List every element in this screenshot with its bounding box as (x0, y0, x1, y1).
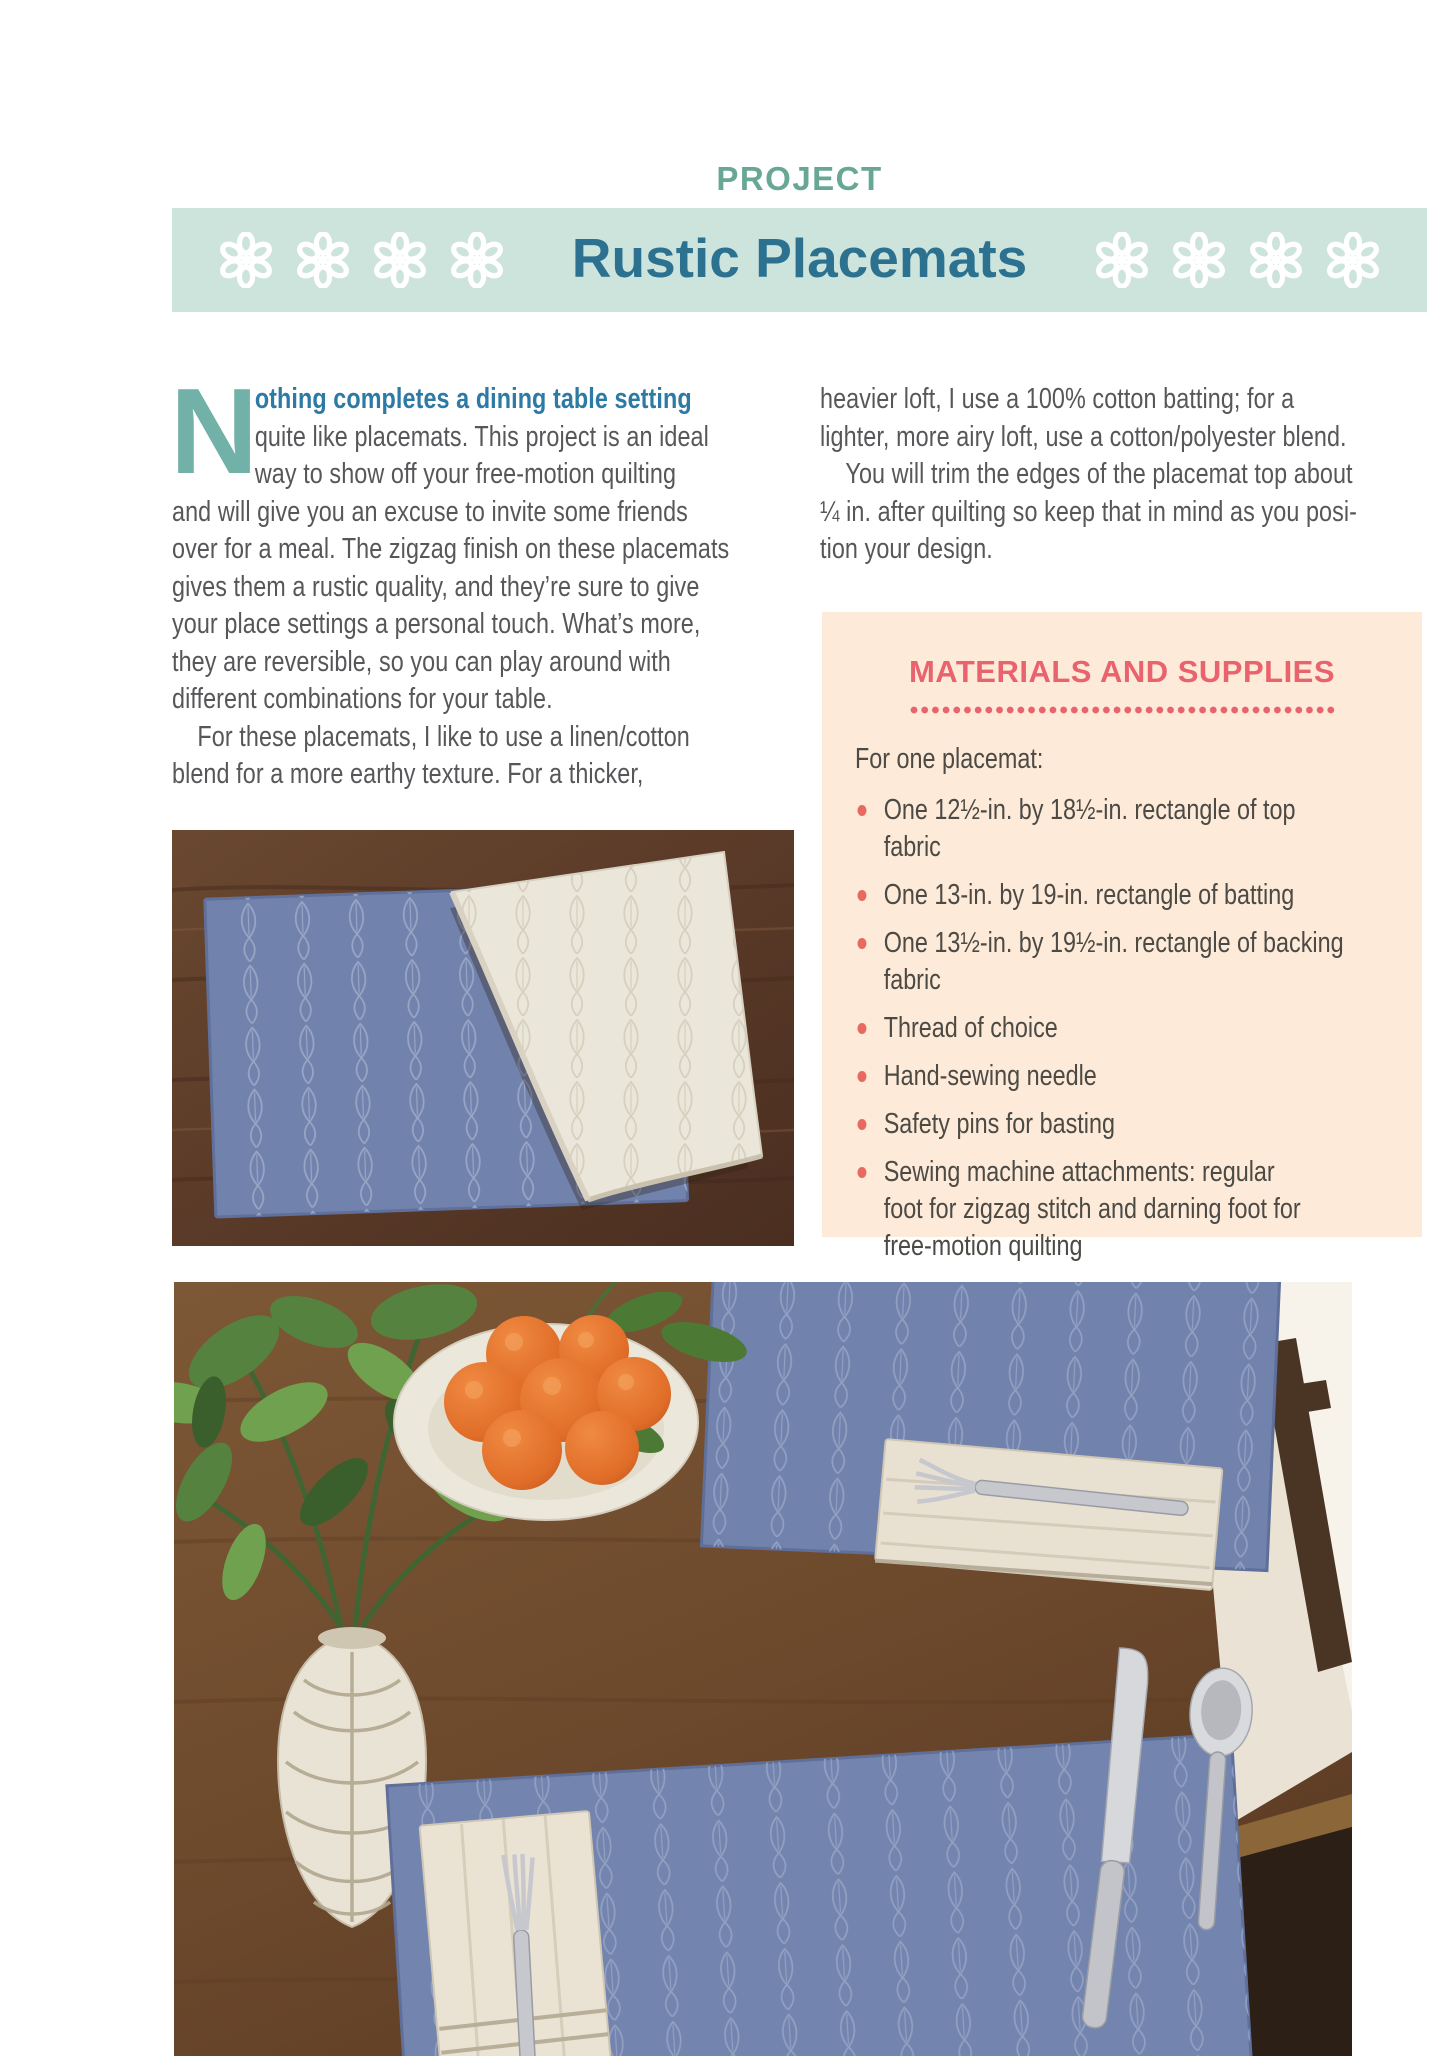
bullet-icon (857, 1071, 866, 1082)
continuation-column (820, 383, 1422, 571)
daisy-icon (295, 232, 351, 288)
body-line: You will trim the edges of the placemat top about (845, 458, 1353, 490)
list-item: One 12½-in. by 18½-in. rectangle of top fabric (855, 792, 1429, 866)
body-line: ¼ in. after quilting so keep that in mind as you posi- (820, 495, 1358, 528)
body-line: different combinations for your table. (172, 683, 553, 715)
daisy-icon (218, 232, 274, 288)
drop-cap: N (170, 363, 259, 499)
daisy-icon (372, 232, 428, 288)
daisy-icon (1094, 232, 1150, 288)
body-line: lighter, more airy loft, use a cotton/polyester blend. (820, 420, 1347, 453)
list-item: One 13-in. by 19-in. rectangle of batting (855, 877, 1429, 914)
photo-placemat-detail (172, 830, 794, 1246)
list-item: Sewing machine attachments: regular foot for zigzag stitch and darning foot for free-motion quilting (855, 1154, 1429, 1265)
body-line: gives them a rustic quality, and they’re sure to give (172, 570, 700, 603)
body-line: tion your design. (820, 533, 993, 565)
body-line: quite like placemats. This project is an ideal (254, 420, 709, 453)
title-banner (172, 208, 1427, 312)
bullet-icon (857, 890, 866, 901)
daisy-icon (1171, 232, 1227, 288)
materials-box (822, 612, 1422, 1262)
body-line: and will give you an excuse to invite some friends (172, 495, 688, 528)
body-line: For these placemats, I like to use a linen/cotton (197, 720, 690, 753)
photo-table-setting (174, 1282, 1352, 2056)
list-item: Safety pins for basting (855, 1106, 1429, 1143)
body-line: way to show off your free-motion quilting (254, 458, 677, 490)
bullet-icon (857, 1119, 866, 1130)
bullet-icon (857, 938, 866, 949)
list-item: One 13½-in. by 19½-in. rectangle of backing fabric (855, 925, 1429, 999)
list-item: Thread of choice (855, 1010, 1429, 1047)
daisy-icon (449, 232, 505, 288)
materials-title: MATERIALS AND SUPPLIES (908, 654, 1336, 689)
page-title: Rustic Placemats (571, 226, 1028, 289)
body-line: they are reversible, so you can play around with (172, 645, 671, 678)
body-line: over for a meal. The zigzag finish on these placemats (172, 533, 730, 565)
dotted-divider (909, 705, 1335, 715)
body-line: heavier loft, I use a 100% cotton batting; for a (820, 383, 1295, 415)
flower-ornaments-left (218, 232, 505, 288)
intro-column (170, 363, 741, 796)
bullet-icon (857, 805, 866, 816)
bullet-icon (857, 1023, 866, 1034)
daisy-icon (1325, 232, 1381, 288)
list-item: Hand-sewing needle (855, 1058, 1429, 1095)
materials-intro: For one placemat: (855, 743, 1044, 775)
daisy-icon (1248, 232, 1304, 288)
body-line: your place settings a personal touch. What’s more, (172, 608, 701, 640)
materials-content (855, 743, 1429, 1265)
flower-ornaments-right (1094, 232, 1381, 288)
materials-list (855, 792, 1429, 1265)
body-line: blend for a more earthy texture. For a thicker, (172, 758, 644, 790)
bullet-icon (857, 1167, 866, 1178)
body-line: othing completes a dining table setting (254, 383, 692, 415)
kicker: PROJECT (716, 160, 883, 197)
